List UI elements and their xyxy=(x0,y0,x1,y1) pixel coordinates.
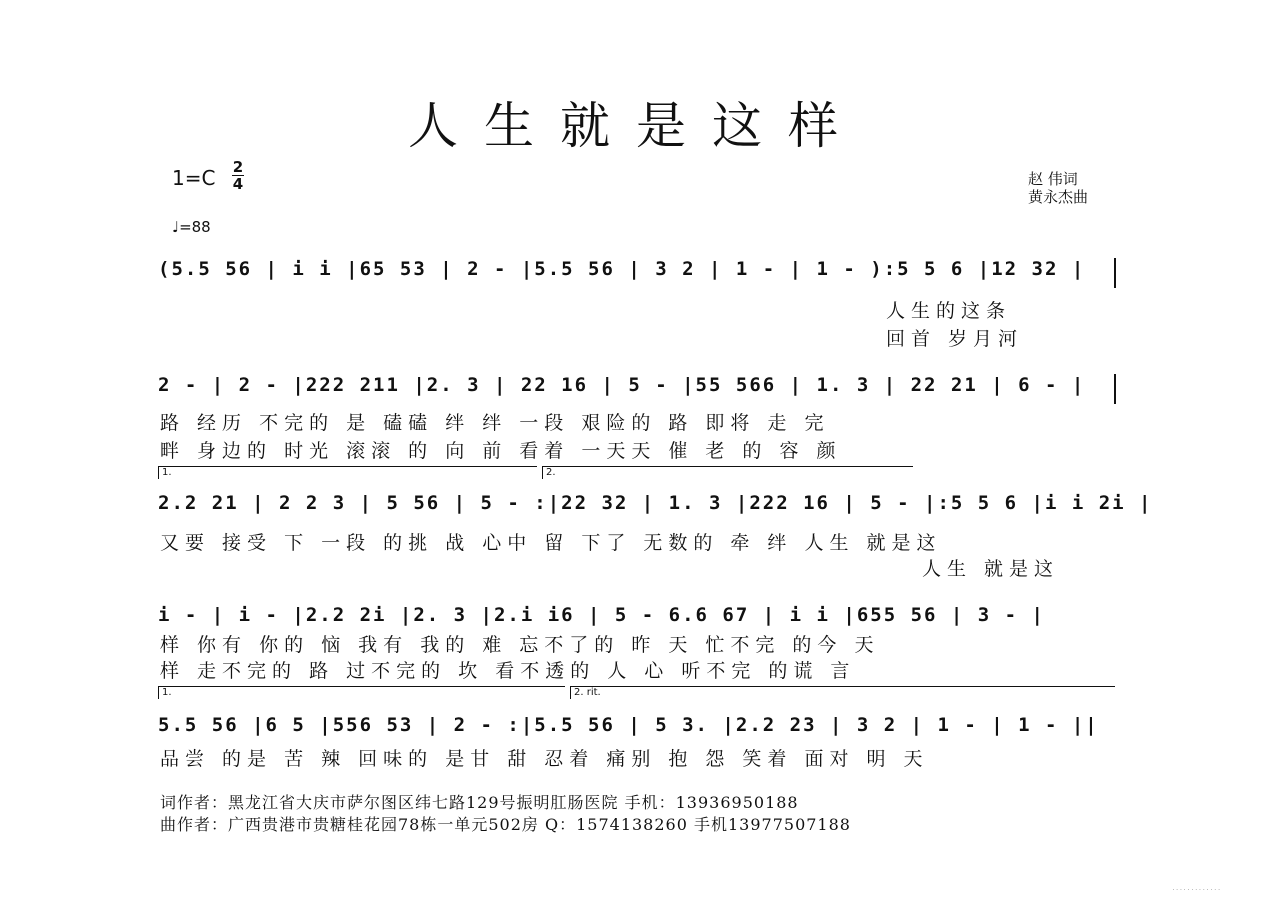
watermark: · · · · · · · · · · · · · xyxy=(1172,887,1220,894)
footer-composer-contact: 曲作者：广西贵港市贵糖桂花园78栋一单元502房 Q：1574138260 手机13977507188 xyxy=(160,815,851,834)
time-bottom: 4 xyxy=(232,175,244,193)
volta-2: 2. rit. xyxy=(570,686,1115,699)
lyric-verse-1: 路 经历 不完的 是 磕磕 绊 绊 一段 艰险的 路 即将 走 完 xyxy=(160,412,830,434)
lyric-verse-1: 品尝 的是 苦 辣 回味的 是甘 甜 忍着 痛别 抱 怨 笑着 面对 明 天 xyxy=(160,748,929,770)
notation-line: i - | i - |2.2 2i |2. 3 |2.i i6 | 5 - 6.6 67 | i i |655 56 | 3 - | xyxy=(158,604,1045,626)
notation-line: 2 - | 2 - |222 211 |2. 3 | 22 16 | 5 - |55 566 | 1. 3 | 22 21 | 6 - | xyxy=(158,374,1086,396)
lyric-verse-2: 畔 身边的 时光 滚滚 的 向 前 看着 一天天 催 老 的 容 颜 xyxy=(160,440,842,462)
notation-line: 5.5 56 |6 5 |556 53 | 2 - :|5.5 56 | 5 3. |2.2 23 | 3 2 | 1 - | 1 - || xyxy=(158,714,1099,736)
footer-lyricist-contact: 词作者：黑龙江省大庆市萨尔图区纬七路129号振明肛肠医院 手机：13936950188 xyxy=(160,793,799,812)
song-title: 人生就是这样 xyxy=(408,97,864,155)
tempo-marking: ♩=88 xyxy=(172,218,211,236)
lyric-verse-1: 又要 接受 下 一段 的挑 战 心中 留 下了 无数的 牵 绊 人生 就是这 xyxy=(160,532,942,554)
notation-line: 2.2 21 | 2 2 3 | 5 56 | 5 - :|22 32 | 1. 3 |222 16 | 5 - |:5 5 6 |i i 2i | xyxy=(158,492,1153,514)
key-signature: 1=C xyxy=(172,166,216,190)
composer-credit: 黄永杰曲 xyxy=(1028,188,1089,206)
notation-line: (5.5 56 | i i |65 53 | 2 - |5.5 56 | 3 2 | 1 - | 1 - ):5 5 6 |12 32 | xyxy=(158,258,1086,280)
lyric-verse-1: 人生的这条 xyxy=(886,300,1012,322)
lyric-verse-2: 样 走不完的 路 过不完的 坎 看不透的 人 心 听不完 的谎 言 xyxy=(160,660,856,682)
lyric-verse-2: 回首 岁月河 xyxy=(886,328,1024,350)
lyricist-credit: 赵 伟词 xyxy=(1028,170,1078,188)
lyric-verse-2: 人生 就是这 xyxy=(922,558,1060,580)
volta-1: 1. xyxy=(158,466,537,479)
volta-2: 2. xyxy=(542,466,913,479)
volta-1: 1. xyxy=(158,686,565,699)
time-top: 2 xyxy=(232,158,244,176)
time-signature xyxy=(232,160,244,191)
lyric-verse-1: 样 你有 你的 恼 我有 我的 难 忘不了的 昨 天 忙不完 的今 天 xyxy=(160,634,880,656)
